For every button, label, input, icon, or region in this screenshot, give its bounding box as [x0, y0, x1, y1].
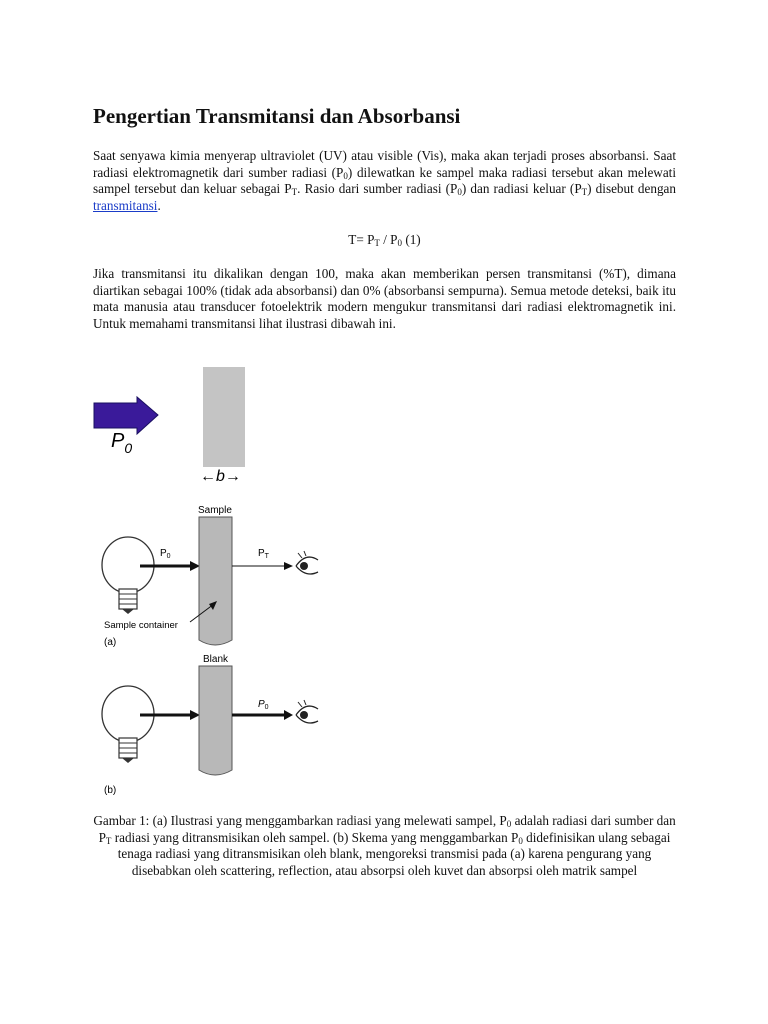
figure1-incident-beam [94, 367, 245, 485]
figure2b-blank-setup [102, 654, 318, 796]
figure-caption [93, 813, 676, 879]
eye-icon [296, 700, 318, 723]
formula-part: / P [379, 232, 398, 247]
subscript: 0 [506, 819, 512, 829]
text-run: adalah radiasi dari sumber dan P [98, 813, 676, 845]
text-run: radiasi yang ditransmisikan oleh sampel. (b) Skema yang menggambarkan P [111, 829, 519, 845]
p0-label: $P_0$ [111, 430, 133, 456]
panel-b-label: (b) [104, 785, 117, 796]
figure2a-sample-setup [102, 505, 318, 648]
paragraph-percent-transmitance: Jika transmitansi itu dikalikan dengan 100, maka akan memberikan persen transmitansi (%T), dimana diartikan sebagai 100% (tidak ada absorbansi) dan 0% (absorbansi sempurna). Semua metode deteksi, baik itu mata manusia atau transducer fotoelektrik modern mengukur transmitansi dari radiasi elektromagnetik ini. Untuk memahami transmitansi lihat ilustrasi dibawah ini. [93, 266, 676, 331]
text-run: Gambar 1: (a) Ilustrasi yang menggambarkan radiasi yang melewati sampel, P [93, 813, 507, 828]
text-run: ) dilewatkan ke sampel maka radiasi tersebut akan melewati sampel tersebut dan keluar sebagai P [93, 164, 677, 197]
transmitansi-link[interactable]: transmitansi [93, 197, 158, 213]
page-title: Pengertian Transmitansi dan Absorbansi [93, 104, 461, 128]
panel-a-label: (a) [104, 637, 117, 648]
blank-label: Blank [203, 654, 229, 665]
incident-arrow [94, 397, 158, 434]
subscript: 0 [343, 170, 348, 181]
sample-container-label: Sample container [104, 620, 178, 631]
text-run: ) disebut dengan [587, 181, 676, 197]
text-run: ) dan radiasi keluar (P [461, 181, 582, 197]
subscript: T [374, 238, 380, 248]
p0-beam-label: $P_0$ [160, 548, 171, 560]
formula-part: T= P [348, 232, 375, 247]
p0-transmitted-label: $P_0$ [258, 699, 269, 711]
sample-slab [203, 367, 245, 467]
eye-icon [296, 551, 318, 574]
thickness-b-label: ←b→ [200, 468, 241, 485]
formula-part: (1) [402, 232, 421, 247]
light-bulb-icon [102, 686, 154, 763]
subscript: 0 [457, 187, 462, 198]
subscript: 0 [518, 835, 523, 846]
subscript: T [105, 835, 112, 846]
subscript: T [291, 187, 298, 198]
light-bulb-icon [102, 537, 154, 614]
text-run: didefinisikan ulang sebagai tenaga radiasi yang ditransmisikan oleh blank, mengoreksi transmisi pada (a) karena pengurang yang disebabkan oleh scattering, reflection, atau absorpsi oleh kuvet dan absorpsi oleh matrik sampel [117, 829, 671, 878]
subscript: 0 [397, 238, 403, 248]
sample-label: Sample [198, 505, 232, 516]
text-run: . [157, 197, 161, 213]
subscript: T [581, 187, 588, 198]
text-run: . Rasio dari sumber radiasi (P [297, 181, 458, 197]
pt-beam-label: $P_T$ [258, 548, 269, 560]
text-run: Saat senyawa kimia menyerap ultraviolet (UV) atau visible (Vis), maka akan terjadi proses absorbansi. Saat radiasi elektromagnetik dari sumber radiasi (P [93, 148, 676, 180]
